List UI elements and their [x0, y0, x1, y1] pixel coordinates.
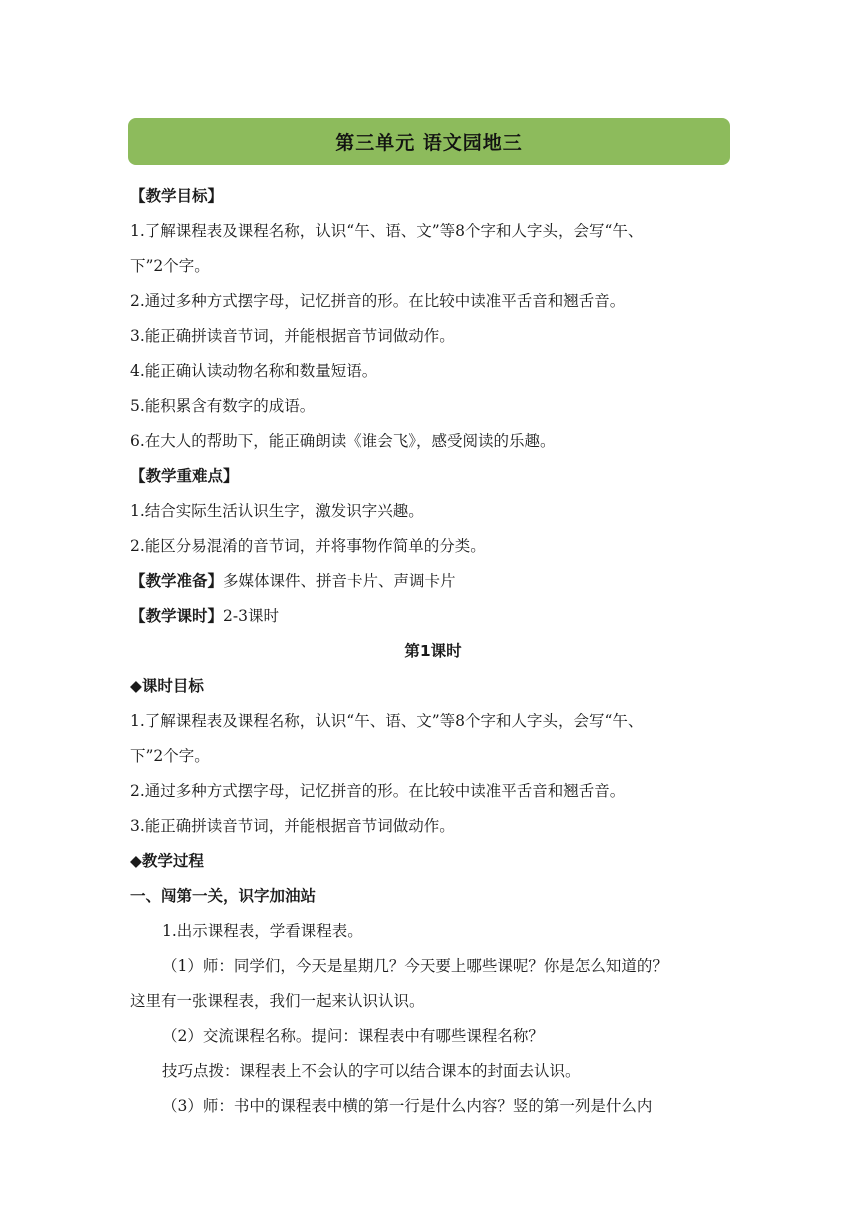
section-heading: 【教学重难点】 [130, 467, 239, 485]
paragraph-line: 1.了解课程表及课程名称，认识“午、语、文”等8个字和人字头，会写“午、 [130, 712, 644, 730]
paragraph-line: （2）交流课程名称。提问：课程表中有哪些课程名称？ [162, 1027, 544, 1045]
paragraph-line: 2.能区分易混淆的音节词，并将事物作简单的分类。 [130, 537, 486, 555]
lesson-heading: 第1课时 [404, 642, 462, 660]
document-body [130, 179, 736, 1124]
paragraph-line: 技巧点拨：课程表上不会认的字可以结合课本的封面去认识。 [162, 1062, 581, 1080]
paragraph-line: 6.在大人的帮助下，能正确朗读《谁会飞》，感受阅读的乐趣。 [130, 432, 556, 450]
section-heading: ◆课时目标 [130, 677, 204, 695]
paragraph-line: （1）师：同学们，今天是星期几？今天要上哪些课呢？你是怎么知道的？ [162, 957, 668, 975]
section-label: 【教学准备】 [130, 572, 224, 590]
section-heading: 【教学目标】 [130, 187, 224, 205]
labeled-line [130, 599, 736, 634]
paragraph-line: 1.结合实际生活认识生字，激发识字兴趣。 [130, 502, 424, 520]
section-value: 2-3课时 [223, 607, 279, 625]
paragraph-line: 2.通过多种方式摆字母，记忆拼音的形。在比较中读准平舌音和翘舌音。 [130, 782, 626, 800]
labeled-line [130, 564, 736, 599]
section-label: 【教学课时】 [130, 607, 224, 625]
paragraph-line: （3）师：书中的课程表中横的第一行是什么内容？竖的第一列是什么内 [162, 1097, 653, 1115]
paragraph-line: 下”2个字。 [130, 747, 210, 765]
page-title: 第三单元 语文园地三 [335, 132, 523, 154]
section-heading: 一、闯第一关，识字加油站 [130, 887, 317, 905]
title-banner [128, 118, 730, 165]
paragraph-line: 下”2个字。 [130, 257, 210, 275]
section-heading: ◆教学过程 [130, 852, 204, 870]
paragraph-line: 这里有一张课程表，我们一起来认识认识。 [130, 992, 425, 1010]
paragraph-line: 1.了解课程表及课程名称，认识“午、语、文”等8个字和人字头，会写“午、 [130, 222, 644, 240]
paragraph-line: 3.能正确拼读音节词，并能根据音节词做动作。 [130, 817, 455, 835]
paragraph-line: 5.能积累含有数字的成语。 [130, 397, 316, 415]
paragraph-line: 2.通过多种方式摆字母，记忆拼音的形。在比较中读准平舌音和翘舌音。 [130, 292, 626, 310]
paragraph-line: 3.能正确拼读音节词，并能根据音节词做动作。 [130, 327, 455, 345]
paragraph-line: 4.能正确认读动物名称和数量短语。 [130, 362, 378, 380]
paragraph-line: 1.出示课程表，学看课程表。 [162, 922, 363, 940]
section-value: 多媒体课件、拼音卡片、声调卡片 [223, 572, 456, 590]
